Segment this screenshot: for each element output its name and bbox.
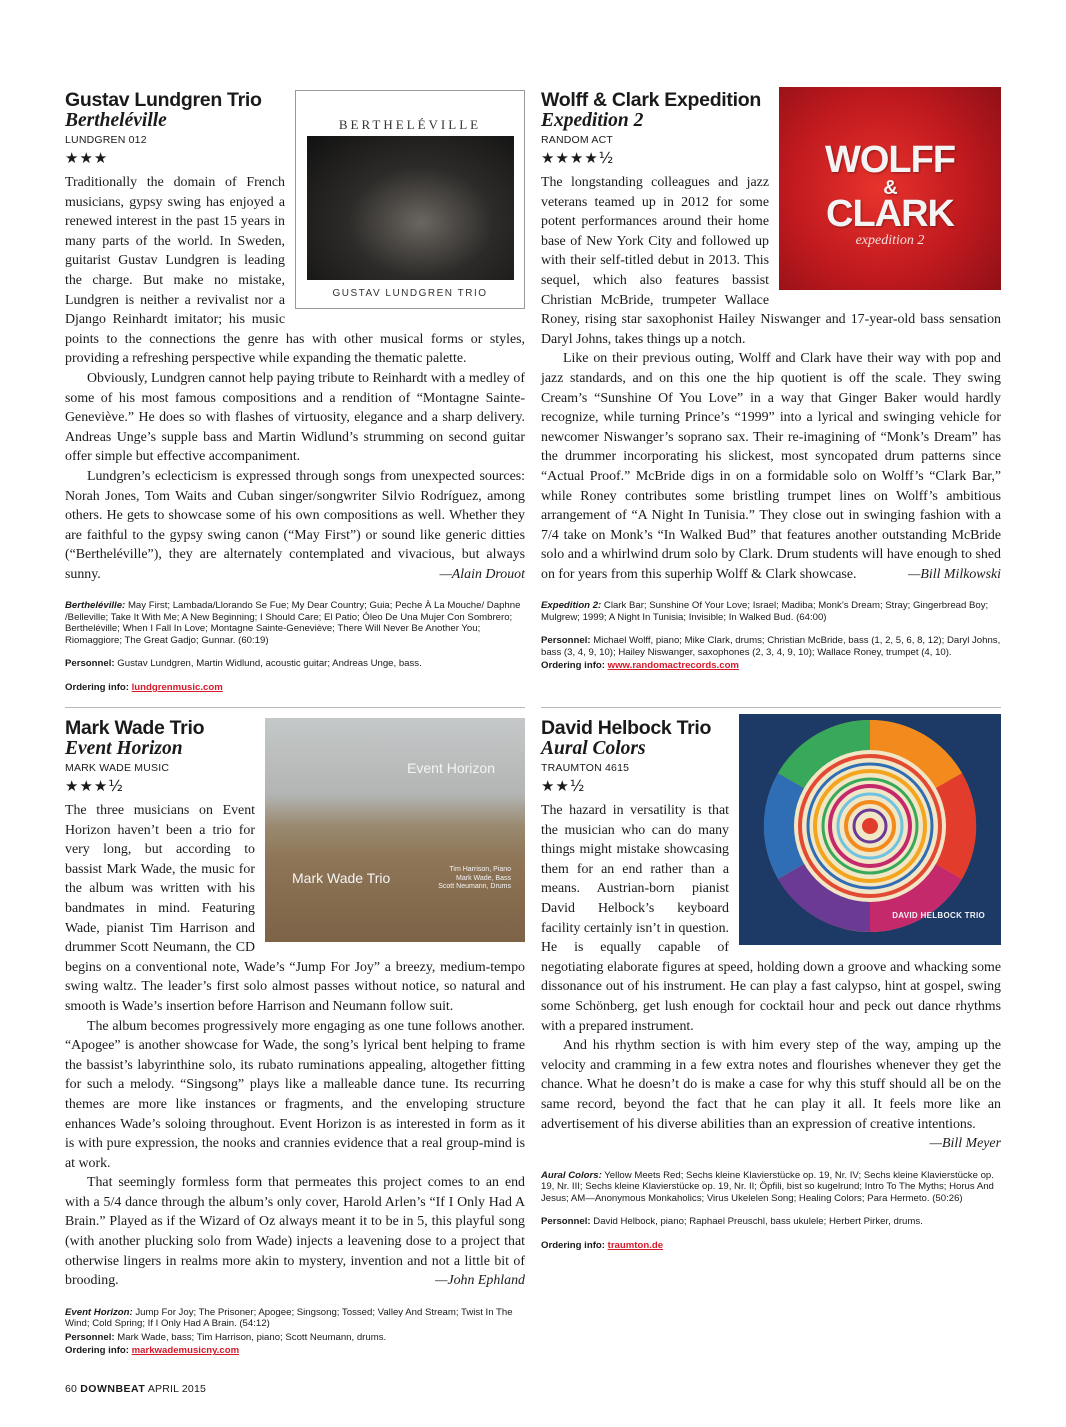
album-info: [65, 600, 525, 693]
personnel-label: Personnel:: [541, 1216, 591, 1228]
album-info: [65, 1307, 525, 1357]
ordering-label: Ordering info:: [65, 681, 129, 693]
cover-subtitle: expedition 2: [855, 233, 925, 248]
cover-title: Event Horizon: [407, 760, 495, 776]
review-david-helbock: [541, 718, 1001, 1263]
album-cover: [265, 718, 525, 942]
cover-title: BERTHELÉVILLE: [338, 117, 482, 132]
divider: [65, 707, 525, 708]
personnel-label: Personnel:: [65, 658, 115, 670]
star-rating: ★★½: [541, 777, 586, 795]
cover-line-2: CLARK: [826, 193, 954, 235]
record-label: LUNDGREN 012: [65, 134, 147, 146]
byline: —Bill Meyer: [929, 1136, 1001, 1152]
paragraph: Lundgren’s eclecticism is expressed through songs from unexpected sources: Norah Jones, Tom Waits and Cuban singer/songwriter Silvio Rodríguez, among others. He gets to showcase some of his own compositions as well. Whether they are faithful to the gypsy swing canon (“May First”) or sound like generic ditties (“Bertheléville”), they are alternately contemplated and vivacious, but always sunny.: [65, 468, 525, 582]
record-label: TRAUMTON 4615: [541, 762, 630, 774]
paragraph: That seemingly formless form that permeates this project comes to an end with a 5/4 dance through the album’s only cover, Harold Arlen’s “If I Only Had A Brain.” Played as if the Wizard of Oz always meant it to be in 5, this playful song (with another plucking solo from Wade) injects a leavening dose to a project that otherwise lingers in realms more akin to mystery, invention and not a little bit of brooding.: [65, 1175, 525, 1289]
issue-date: APRIL 2015: [147, 1383, 207, 1395]
paragraph: Like on their previous outing, Wolff and Clark have their way with pop and jazz standards, and on this one the hip quotient is off the scale. They swing Cream’s “Sunshine Of You Love” in a way that Ginger Baker would hardly recognize, while turning Prince’s “1999” into a lyrical and swinging vehicle for newcomer Niswanger’s soprano sax. Their re-imagining of “Monk’s Dream” has the drummer incorporating his slickest, most syncopated drum patterns since “Actual Proof.” McBride digs in on a formidable solo on Wolff’s “Clark Bar,” while Roney contributes some bristling trumpet lines on Wolff’s ambitious arrangement of “A Night In Tunisia.” They close out in swinging fashion with a 7/4 take on Monk’s “In Walked Bud” that features another outstanding McBride solo and a whirlwind drum solo by Clark. Drum students will have enough to shed on for years from this superhip Wolff & Clark showcase.: [541, 351, 1001, 582]
star-rating: ★★★: [65, 149, 109, 167]
track-list: Jump For Joy; The Prisoner; Apogee; Singsong; Tossed; Valley And Stream; Twist In The Wind; Cold Spring; If I Only Had A Brain. (54:12): [65, 1306, 513, 1330]
album-info: [541, 1170, 1001, 1252]
track-list: Clark Bar; Sunshine Of Your Love; Israel; Madiba; Monk’s Dream; Stray; Gingerbread Boy; Mulgrew; 1999; A Night In Tunisia; Invisible; In Walked Bud. (64:00): [541, 600, 989, 623]
review-gustav-lundgren: [65, 90, 525, 705]
tracks-label: Event Horizon:: [65, 1306, 133, 1318]
record-label: MARK WADE MUSIC: [65, 762, 170, 774]
magazine-brand: DOWNBEAT: [80, 1383, 146, 1395]
personnel-label: Personnel:: [65, 1331, 115, 1343]
tracks-label: Bertheléville:: [65, 600, 126, 612]
album-title: Event Horizon: [65, 738, 183, 759]
personnel: David Helbock, piano; Raphael Preuschl, bass ukulele; Herbert Pirker, drums.: [593, 1216, 923, 1228]
ordering-link[interactable]: markwademusicny.com: [131, 1345, 240, 1357]
album-title: Aural Colors: [541, 738, 646, 759]
album-cover: [739, 714, 1001, 945]
artist-name: Wolff & Clark Expedition: [541, 89, 761, 111]
cover-line-1: WOLFF: [824, 139, 956, 181]
review-mark-wade: [65, 718, 525, 1369]
cover-name: DAVID HELBOCK TRIO: [892, 911, 985, 920]
tracks-label: Expedition 2:: [541, 600, 602, 612]
track-list: Yellow Meets Red; Sechs kleine Klavierstücke op. 19, Nr. IV; Sechs kleine Klavierstücke op. 19, Nr. III; Sechs kleine Klavierstücke op. 19, Nr. II; Öpfili, bist so kugelrund; Intro To The Myths; Horus And Jesus; AM—Anonymous Monkaholics; Virus Ukelelen Song; Healing Colors; Para Hermeto. (50:26): [541, 1169, 994, 1204]
cover-credits: Tim Harrison, Piano Mark Wade, Bass Scott Neumann, Drums: [438, 866, 511, 890]
byline: —Bill Milkowski: [908, 566, 1001, 582]
page-footer: [65, 1383, 206, 1395]
ordering-label: Ordering info:: [65, 1345, 129, 1357]
paragraph: Obviously, Lundgren cannot help paying tribute to Reinhardt with a medley of some of his most famous compositions and a rendition of “Montagne Sainte-Geneviève.” He does so with flashes of virtuosity, elegance and a sharp delivery. Andreas Unge’s supple bass and Martin Widlund’s strumming on second guitar offer simple but effective accompaniment.: [65, 370, 525, 465]
cover-photo: [307, 136, 514, 280]
paragraph: The three musicians on Event Horizon haven’t been a trio for very long, but according to bassist Mark Wade, the music for the album was written with his bandmates in mind. Featuring Wade, pianist Tim Harrison and drummer Scott Neumann, the CD begins on a conventional note, Wade’s “Jump For Joy” a breezy, medium-tempo swing waltz. The leader’s first solo almost passes without notice, so natural and smooth is Wade’s insertion before Harrison and Neumann follow suit.: [65, 803, 525, 1014]
paragraph: Traditionally the domain of French musicians, gypsy swing has enjoyed a renewed interest in the past 15 years in many parts of the world. In Sweden, guitarist Gustav Lundgren is leading the charge. But make no mistake, Lundgren is neither a revivalist nor a Django Reinhardt imitator; his music points to the connections the genre has with other musical forms or styles, providing a refreshing perspective while expanding the thematic palette.: [65, 175, 525, 367]
album-title: Expedition 2: [541, 110, 644, 131]
album-cover: [779, 87, 1001, 290]
personnel: Gustav Lundgren, Martin Widlund, acoustic guitar; Andreas Unge, bass.: [117, 658, 422, 670]
cover-subtitle: GUSTAV LUNDGREN TRIO: [332, 288, 488, 299]
paragraph: The hazard in versatility is that the musician who can do many things might mistake showcasing them for an end rather than a means. Austrian-born pianist David Helbock’s keyboard facility certainly isn’t in question. He is equally capable of negotiating elaborate figures at speed, holding down a groove and whacking some dissonance out of his instrument. He can play a fast calypso, hint at gospel, swing some Schönberg, get lush enough for cocktail hour and peck out dance rhythms with a prepared instrument.: [541, 803, 1001, 1034]
record-label: RANDOM ACT: [541, 134, 614, 146]
paragraph: And his rhythm section is with him every step of the way, amping up the velocity and cramming in a few extra notes and flourishes whenever they get the chance. What he doesn’t do is make a case for why this stuff should all be on the same record, beyond the fact that he can play it all. It feels more like an advertisement of his diverse abilities than an expression of creative intentions.: [541, 1038, 1001, 1132]
page-number: 60: [65, 1383, 78, 1395]
byline: —Alain Drouot: [439, 566, 525, 582]
personnel-label: Personnel:: [541, 635, 591, 647]
ordering-link[interactable]: traumton.de: [607, 1239, 664, 1251]
star-rating: ★★★★½: [541, 149, 615, 167]
artist-name: Gustav Lundgren Trio: [65, 89, 262, 111]
ordering-label: Ordering info:: [541, 1239, 605, 1251]
artist-name: Mark Wade Trio: [65, 717, 205, 739]
paragraph: The longstanding colleagues and jazz veterans teamed up in 2012 for some potent performances around their home base of New York City and followed up with their self-titled debut in 2013. This sequel, which also features bassist Christian McBride, trumpeter Wallace Roney, rising star saxophonist Hailey Niswanger and 17-year-old bass sensation Daryl Johns, takes things up a notch.: [541, 175, 1001, 347]
star-rating: ★★★½: [65, 777, 124, 795]
cover-ampersand: &: [883, 177, 897, 199]
cover-name: Mark Wade Trio: [292, 870, 391, 886]
tracks-label: Aural Colors:: [541, 1169, 602, 1181]
ordering-link[interactable]: lundgrenmusic.com: [131, 681, 223, 693]
paragraph: The album becomes progressively more engaging as one tune follows another. “Apogee” is another showcase for Wade, the song’s lyrical bent helping to frame the bassist’s labyrinthine solo, its rubato ruminations appealing, altogether fitting for such a melody. “Singsong” plays like a malleable dance tune. Its recurring themes are more like instances or fragments, and the enveloping structure enhances Wade’s soloing throughout. Event Horizon is as interested in form as it is with pure expression, the nooks and crannies evidence that a real group-mind is at work.: [65, 1018, 525, 1171]
album-info: [541, 600, 1001, 672]
track-list: May First; Lambada/Llorando Se Fue; My Dear Country; Guia; Peche À La Mouche/ Daphne /Belleville; Take It With Me; A New Beginning; I Should Care; El Patio; Óleo De Una Mujer Con Sombrero; Bertheléville; When I Fall In Love; Montagne Sainte-Geneviève; There Will Never Be Another You; Riomaggiore; The Great Gadjo; Gunnar. (60:19): [65, 600, 521, 646]
ordering-label: Ordering info:: [541, 660, 605, 672]
byline: —John Ephland: [435, 1273, 525, 1289]
personnel: Mark Wade, bass; Tim Harrison, piano; Scott Neumann, drums.: [117, 1331, 387, 1343]
personnel: Michael Wolff, piano; Mike Clark, drums; Christian McBride, bass (1, 2, 5, 6, 8, 12); Daryl Johns, bass (3, 4, 9, 10); Hailey Niswanger, saxophones (2, 3, 4, 9, 10); Wallace Roney, trumpet (4, 10).: [541, 635, 1001, 658]
album-cover: [295, 90, 525, 309]
divider: [541, 707, 1001, 708]
album-title: Bertheléville: [65, 110, 167, 131]
ordering-link[interactable]: www.randomactrecords.com: [607, 660, 739, 672]
artist-name: David Helbock Trio: [541, 717, 712, 739]
review-wolff-clark: [541, 90, 1001, 684]
